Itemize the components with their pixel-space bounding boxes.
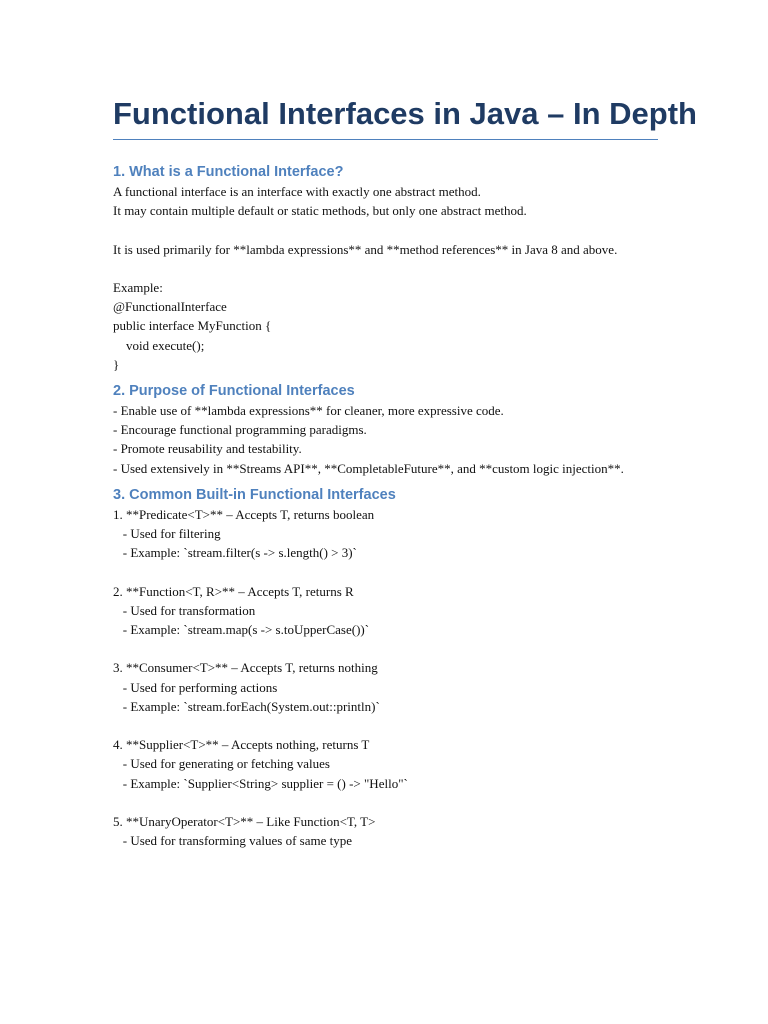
section-body-what-is: A functional interface is an interface with exactly one abstract method. It may contain multiple default or static methods, but only one abstract method. It is used primarily for **lambda expressions** and **method references** in Java 8 and above. Example: @FunctionalInterface public interface MyFunction { void execute(); } — [113, 184, 618, 372]
section-heading-what-is: 1. What is a Functional Interface? — [113, 164, 344, 180]
section-body-purpose: - Enable use of **lambda expressions** for cleaner, more expressive code. - Encourage functional programming paradigms. - Promote reusability and testability. - Used extensively in **Streams API**, **CompletableFuture**, and **custom logic injection**. — [113, 403, 624, 476]
section-body-built-in: 1. **Predicate<T>** – Accepts T, returns boolean - Used for filtering - Example: `stream.filter(s -> s.length() > 3)` 2. **Function<T, R>** – Accepts T, returns R - Used for transformation - Example: `stream.map(s -> s.toUpperCase())` 3. **Consumer<T>** – Accepts T, returns nothing - Used for performing actions - Example: `stream.forEach(System.out::println)` 4. **Supplier<T>** – Accepts nothing, returns T - Used for generating or fetching values - Example: `Supplier<String> supplier = () -> "Hello"` 5. **UnaryOperator<T>** – Like Function<T, T> - Used for transforming values of same type — [113, 506, 408, 849]
section-heading-built-in: 3. Common Built-in Functional Interfaces — [113, 486, 396, 503]
document-title: Functional Interfaces in Java – In Depth — [113, 95, 658, 140]
document-page — [113, 95, 697, 851]
section-heading-purpose: 2. Purpose of Functional Interfaces — [113, 383, 355, 400]
